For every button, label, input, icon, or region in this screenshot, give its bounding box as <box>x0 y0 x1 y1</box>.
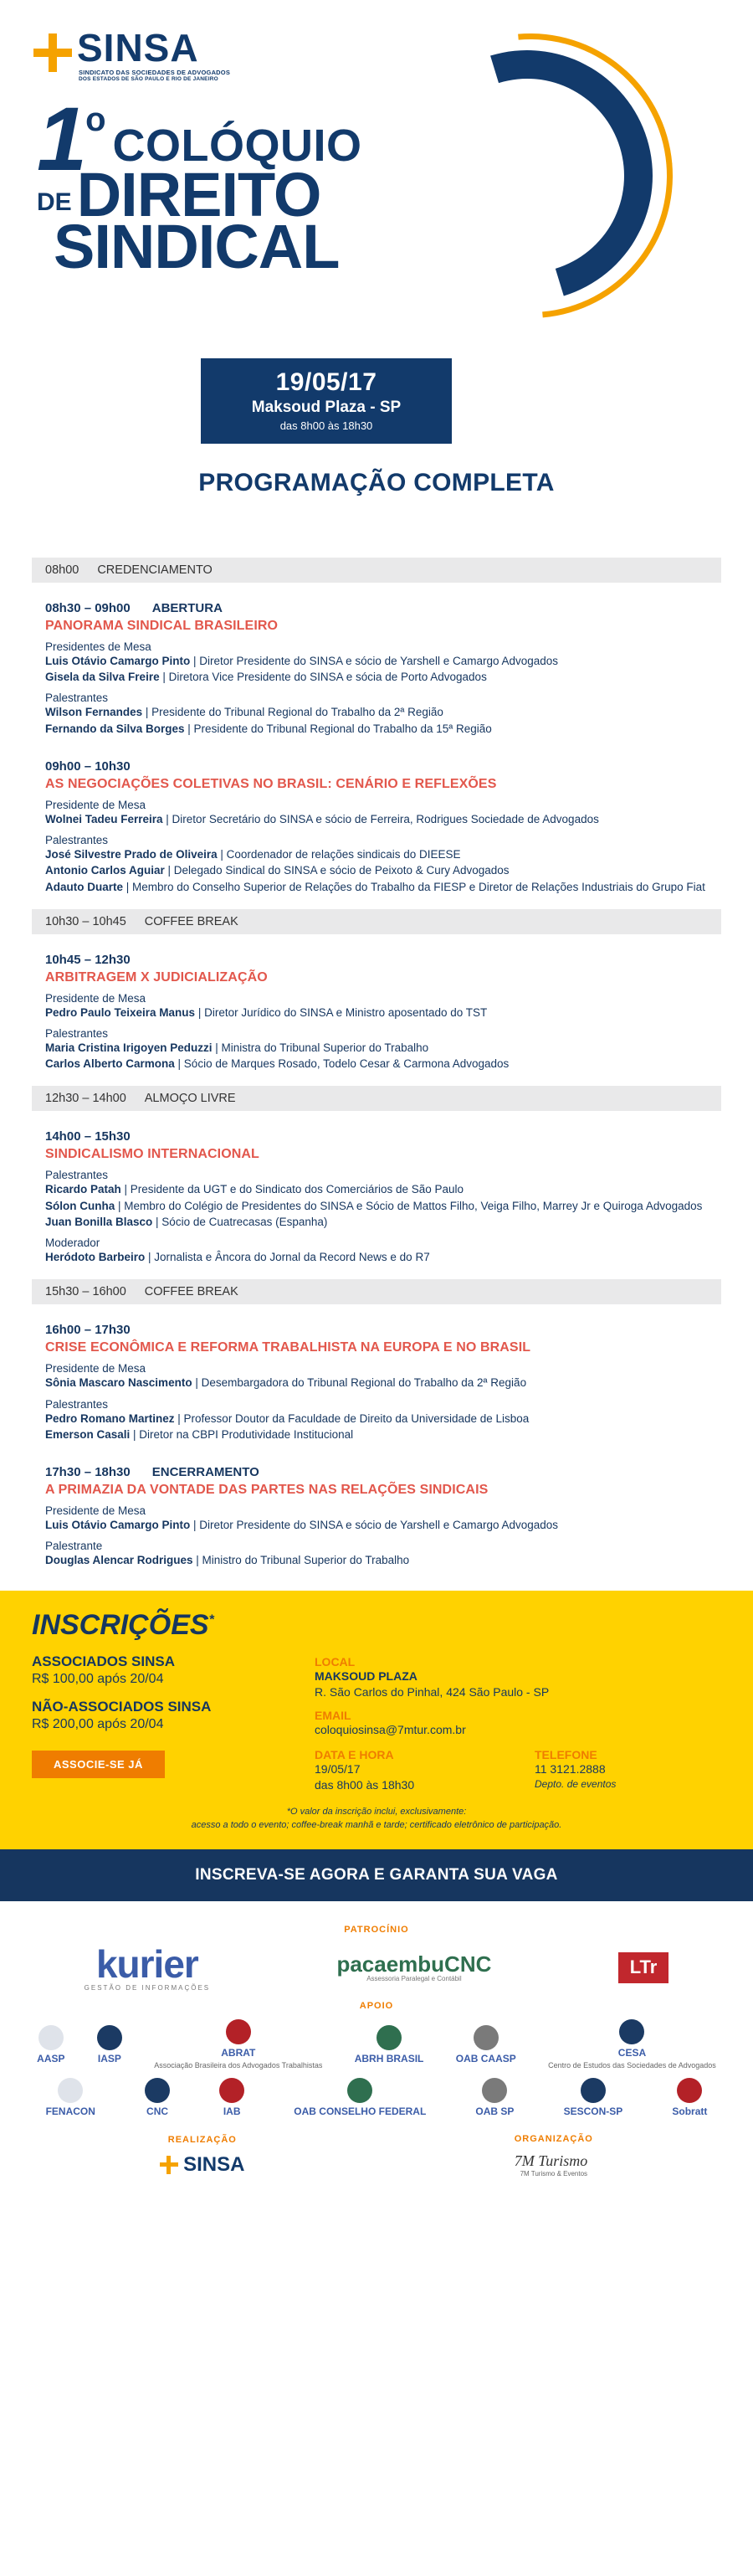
event-title <box>0 88 753 281</box>
block-label: ABERTURA <box>151 601 223 615</box>
sponsor-name: FENACON <box>45 2106 95 2118</box>
speaker-name: Sólon Cunha <box>45 1199 115 1212</box>
organizacao-name: 7M Turismo <box>514 2152 588 2170</box>
realizacao-name: SINSA <box>183 2153 245 2177</box>
schedule-list <box>0 553 753 1577</box>
speaker-entry <box>45 1005 708 1021</box>
speaker-name: Juan Bonilla Blasco <box>45 1215 153 1228</box>
group-role: Palestrantes <box>45 692 109 705</box>
speaker-entry <box>45 1553 708 1568</box>
group-role: Moderador <box>45 1237 100 1250</box>
footnote-line-2: acesso a todo o evento; coffee-break manhã e tarde; certificado eletrônico de participação. <box>191 1820 562 1831</box>
block-time: 09h00 – 10h30 <box>45 758 131 774</box>
sponsor-caption: Centro de Estudos das Sociedades de Advogados <box>548 2061 716 2070</box>
speaker-entry <box>45 1250 708 1265</box>
phone-value: 11 3121.2888 <box>535 1762 606 1776</box>
brand-name: SINSA <box>77 26 199 69</box>
speaker-name: Wolnei Tadeu Ferreira <box>45 812 163 825</box>
sponsor-mark-icon <box>474 2025 499 2050</box>
sponsor-name: CESA <box>617 2047 647 2059</box>
speaker-name: Douglas Alencar Rodrigues <box>45 1554 193 1567</box>
sponsor-logo <box>154 2019 322 2070</box>
local-value <box>315 1668 721 1700</box>
schedule-block <box>32 588 721 746</box>
datetime-value2: das 8h00 às 18h30 <box>315 1777 415 1792</box>
title-direito: DIREITO <box>76 159 321 229</box>
sponsor-ltr-name: LTr <box>618 1952 669 1982</box>
speaker-name: José Silvestre Prado de Oliveira <box>45 848 218 861</box>
brand-subtitle-1: SINDICATO DAS SOCIEDADES DE ADVOGADOS <box>79 69 231 76</box>
sponsor-pacaembu <box>336 1952 491 1983</box>
email-label: EMAIL <box>315 1709 351 1723</box>
tier-title-0: ASSOCIADOS SINSA <box>32 1653 175 1670</box>
sponsor-name: OAB CONSELHO FEDERAL <box>294 2106 427 2118</box>
speaker-name: Antonio Carlos Aguiar <box>45 864 165 877</box>
group-role: Presidente de Mesa <box>45 798 146 811</box>
organizacao-caption: 7M Turismo & Eventos <box>520 2170 588 2178</box>
schedule-band <box>32 1274 721 1309</box>
registration-heading <box>32 1609 721 1642</box>
sponsor-kurier <box>85 1943 210 1992</box>
sponsor-logo <box>475 2078 514 2117</box>
sponsor-logo <box>37 2025 64 2064</box>
band-time: 08h00 <box>45 563 79 577</box>
apoio-row-1 <box>25 2019 728 2070</box>
footnote-line-1: *O valor da inscrição inclui, exclusivamente: <box>286 1806 467 1817</box>
sponsor-name: IASP <box>97 2052 121 2064</box>
speaker-entry <box>45 1215 708 1230</box>
speaker-description: | Diretor Jurídico do SINSA e Ministro aposentado do TST <box>195 1005 488 1019</box>
group-role: Palestrantes <box>45 1397 109 1411</box>
group-role: Presidente de Mesa <box>45 1362 146 1375</box>
sponsor-pacaembu-name: pacaembuCNC <box>336 1951 492 1977</box>
sponsor-mark-icon <box>677 2078 702 2103</box>
speaker-name: Emerson Casali <box>45 1427 131 1441</box>
phone-label: TELEFONE <box>535 1748 597 1762</box>
sponsor-logo <box>145 2078 170 2117</box>
event-number: 1 <box>37 88 85 189</box>
sponsor-name: Sobratt <box>672 2106 708 2118</box>
sponsor-mark-icon <box>97 2025 122 2050</box>
speaker-description: | Sócio de Cuatrecasas (Espanha) <box>152 1215 328 1228</box>
group-role: Presidentes de Mesa <box>45 640 151 653</box>
block-time: 16h00 – 17h30 <box>45 1323 131 1338</box>
speaker-entry <box>45 1518 708 1533</box>
sponsor-name: SESCON-SP <box>563 2106 623 2118</box>
sponsor-name: CNC <box>146 2106 169 2118</box>
block-session-title: ARBITRAGEM X JUDICIALIZAÇÃO <box>45 969 268 985</box>
speaker-name: Pedro Romano Martinez <box>45 1411 175 1425</box>
cross-icon <box>33 33 72 72</box>
datetime-value: 19/05/17 <box>315 1762 361 1776</box>
sponsor-kurier-name: kurier <box>95 1941 198 1986</box>
title-sindical: SINDICAL <box>54 211 340 281</box>
block-session-title: SINDICALISMO INTERNACIONAL <box>45 1147 259 1162</box>
sponsor-logo <box>564 2078 623 2117</box>
speaker-entry <box>45 705 708 720</box>
speaker-description: | Presidente do Tribunal Regional do Trabalho da 2ª Região <box>142 706 443 719</box>
schedule-block <box>32 1452 721 1577</box>
schedule-band <box>32 553 721 588</box>
sponsor-name: IAB <box>223 2106 241 2118</box>
schedule-block <box>32 1309 721 1452</box>
title-coloquio: COLÓQUIO <box>112 120 362 171</box>
band-label: CREDENCIAMENTO <box>97 563 213 577</box>
speaker-name: Gisela da Silva Freire <box>45 671 160 684</box>
speaker-name: Pedro Paulo Teixeira Manus <box>45 1005 196 1019</box>
phone-note: Depto. de eventos <box>535 1777 617 1790</box>
schedule-block <box>32 939 721 1082</box>
sponsor-name: ABRH BRASIL <box>354 2052 424 2064</box>
sponsor-pacaembu-caption: Assessoria Paralegal e Contábil <box>366 1975 462 1983</box>
sponsor-name: OAB CAASP <box>455 2052 516 2064</box>
speaker-description: | Ministra do Tribunal Superior do Trabalho <box>212 1041 429 1054</box>
band-time: 10h30 – 10h45 <box>45 914 126 928</box>
sponsor-name: OAB SP <box>475 2106 515 2118</box>
sponsor-mark-icon <box>145 2078 170 2103</box>
registration-info <box>308 1653 721 1792</box>
band-label: COFFEE BREAK <box>144 1285 238 1299</box>
speaker-entry <box>45 1041 708 1056</box>
group-role: Palestrante <box>45 1540 103 1553</box>
speaker-name: Heródoto Barbeiro <box>45 1251 146 1264</box>
brand-subtitle-2: DOS ESTADOS DE SÃO PAULO E RIO DE JANEIRO <box>79 76 218 82</box>
realizacao-logo <box>160 2153 244 2177</box>
group-role: Palestrantes <box>45 834 109 847</box>
group-role: Presidente de Mesa <box>45 1504 146 1517</box>
speaker-name: Sônia Mascaro Nascimento <box>45 1376 192 1390</box>
sponsor-logo <box>672 2078 707 2117</box>
band-time: 15h30 – 16h00 <box>45 1285 126 1299</box>
registration-footnote <box>32 1805 721 1833</box>
block-time: 10h45 – 12h30 <box>45 952 131 967</box>
speaker-entry <box>45 654 708 669</box>
speaker-entry <box>45 1057 708 1072</box>
sponsor-logo <box>294 2078 426 2117</box>
speaker-description: | Desembargadora do Tribunal Regional do Trabalho da 2ª Região <box>192 1376 527 1390</box>
registration-heading-sup: * <box>208 1613 214 1628</box>
schedule-block <box>32 1116 721 1274</box>
speaker-entry <box>45 812 708 827</box>
tier-price-0: R$ 100,00 após 20/04 <box>32 1672 164 1687</box>
schedule-block <box>32 746 721 904</box>
sponsor-logo <box>46 2078 95 2117</box>
speaker-name: Ricardo Patah <box>45 1183 121 1196</box>
sponsor-mark-icon <box>226 2019 251 2044</box>
sponsor-mark-icon <box>581 2078 606 2103</box>
program-title: PROGRAMAÇÃO COMPLETA <box>198 469 555 496</box>
speaker-entry <box>45 880 708 895</box>
speaker-description: | Diretor Secretário do SINSA e sócio de Ferreira, Rodrigues Sociedade de Advogados <box>162 812 599 825</box>
sponsor-mark-icon <box>619 2019 644 2044</box>
group-role: Palestrantes <box>45 1169 109 1182</box>
event-datebox <box>201 358 452 444</box>
speaker-description: | Professor Doutor da Faculdade de Direito da Universidade de Lisboa <box>174 1411 530 1425</box>
speaker-description: | Coordenador de relações sindicais do DIEESE <box>217 848 461 861</box>
event-date: 19/05/17 <box>275 368 377 396</box>
patrocinio-label: PATROCÍNIO <box>344 1924 409 1935</box>
band-label: COFFEE BREAK <box>144 914 238 928</box>
local-label: LOCAL <box>315 1655 356 1669</box>
registration-section <box>0 1591 753 1848</box>
speaker-name: Luis Otávio Camargo Pinto <box>45 1518 191 1531</box>
local-name: MAKSOUD PLAZA <box>315 1669 417 1684</box>
organizacao-label: ORGANIZAÇÃO <box>514 2134 593 2145</box>
speaker-description: | Jornalista e Âncora do Jornal da Record News e do R7 <box>145 1251 430 1264</box>
speaker-entry <box>45 847 708 862</box>
speaker-description: | Membro do Conselho Superior de Relações do Trabalho da FIESP e Diretor de Relações Industriais do Grupo Fiat <box>123 880 705 893</box>
band-time: 12h30 – 14h00 <box>45 1092 126 1106</box>
speaker-name: Fernando da Silva Borges <box>45 722 185 735</box>
block-session-title: AS NEGOCIAÇÕES COLETIVAS NO BRASIL: CENÁRIO E REFLEXÕES <box>45 776 497 791</box>
schedule-band <box>32 904 721 939</box>
sponsor-logo <box>97 2025 122 2064</box>
speaker-entry <box>45 1375 708 1391</box>
speaker-entry <box>45 1427 708 1442</box>
speaker-description: | Diretor Presidente do SINSA e sócio de Yarshell e Camargo Advogados <box>190 655 559 667</box>
sponsor-ltr <box>618 1952 669 1982</box>
register-now-bar[interactable]: INSCREVA-SE AGORA E GARANTA SUA VAGA <box>0 1849 753 1901</box>
sinsa-logo <box>33 28 276 82</box>
title-de: DE <box>37 188 72 216</box>
speaker-name: Maria Cristina Irigoyen Peduzzi <box>45 1041 213 1054</box>
sponsors-section <box>0 1901 753 2201</box>
event-ordinal: o <box>85 100 106 138</box>
speaker-description: | Sócio de Marques Rosado, Todelo Cesar & Carmona Advogados <box>174 1057 510 1071</box>
sponsor-mark-icon <box>58 2078 83 2103</box>
speaker-name: Wilson Fernandes <box>45 706 143 719</box>
sponsor-mark-icon <box>376 2025 402 2050</box>
speaker-description: | Diretora Vice Presidente do SINSA e sócia de Porto Advogados <box>159 671 487 684</box>
sponsor-logo <box>456 2025 516 2064</box>
group-role: Presidente de Mesa <box>45 991 146 1005</box>
speaker-name: Luis Otávio Camargo Pinto <box>45 655 191 667</box>
event-hours: das 8h00 às 18h30 <box>279 419 373 432</box>
speaker-description: | Ministro do Tribunal Superior do Trabalho <box>192 1554 410 1567</box>
email-value[interactable]: coloquiosinsa@7mtur.com.br <box>315 1723 466 1737</box>
speaker-description: | Presidente do Tribunal Regional do Trabalho da 15ª Região <box>184 722 492 735</box>
sponsor-kurier-caption: GESTÃO DE INFORMAÇÕES <box>84 1984 211 1992</box>
block-label: ENCERRAMENTO <box>151 1464 259 1479</box>
datetime-label: DATA E HORA <box>315 1748 394 1762</box>
apoio-row-2 <box>25 2078 728 2117</box>
local-address: R. São Carlos do Pinhal, 424 São Paulo - SP <box>315 1685 550 1699</box>
block-time: 08h30 – 09h00 ABERTURA <box>45 601 223 615</box>
sponsor-logo <box>355 2025 424 2064</box>
realizacao-label: REALIZAÇÃO <box>167 2135 237 2146</box>
speaker-name: Carlos Alberto Carmona <box>45 1057 175 1071</box>
block-session-title: PANORAMA SINDICAL BRASILEIRO <box>45 619 279 633</box>
speaker-entry <box>45 670 708 685</box>
tier-title-1: NÃO-ASSOCIADOS SINSA <box>32 1699 212 1715</box>
speaker-entry <box>45 1182 708 1197</box>
schedule-band <box>32 1081 721 1116</box>
speaker-description: | Membro do Colégio de Presidentes do SINSA e Sócio de Mattos Filho, Veiga Filho, Marrey Jr e Quiroga Advogados <box>115 1199 703 1212</box>
sponsor-mark-icon <box>219 2078 244 2103</box>
speaker-description: | Delegado Sindical do SINSA e sócio de Peixoto & Cury Advogados <box>164 864 510 877</box>
block-session-title: A PRIMAZIA DA VONTADE DAS PARTES NAS RELAÇÕES SINDICAIS <box>45 1482 489 1497</box>
block-time: 14h00 – 15h30 <box>45 1129 131 1144</box>
speaker-entry <box>45 863 708 878</box>
patrocinio-row <box>25 1943 728 1992</box>
band-label: ALMOÇO LIVRE <box>144 1092 236 1106</box>
sponsor-caption: Associação Brasileira dos Advogados Trabalhistas <box>154 2061 323 2070</box>
sponsor-logo <box>548 2019 716 2070</box>
block-session-title: CRISE ECONÔMICA E REFORMA TRABALHISTA NA EUROPA E NO BRASIL <box>45 1340 531 1355</box>
sponsor-logo <box>219 2078 244 2117</box>
speaker-entry <box>45 1411 708 1427</box>
sponsor-mark-icon <box>482 2078 507 2103</box>
sponsor-mark-icon <box>38 2025 64 2050</box>
speaker-description: | Diretor Presidente do SINSA e sócio de Yarshell e Camargo Advogados <box>190 1518 559 1531</box>
sponsor-mark-icon <box>347 2078 372 2103</box>
event-venue: Maksoud Plaza - SP <box>251 398 402 416</box>
hero-header <box>0 0 753 553</box>
speaker-entry <box>45 722 708 737</box>
speaker-entry <box>45 1199 708 1214</box>
group-role: Palestrantes <box>45 1026 109 1040</box>
sponsor-name: AASP <box>37 2052 65 2064</box>
apoio-label: APOIO <box>359 2001 394 2012</box>
registration-tiers <box>32 1653 308 1792</box>
tier-price-1: R$ 200,00 após 20/04 <box>32 1717 164 1732</box>
sponsor-name: ABRAT <box>221 2047 256 2059</box>
speaker-name: Adauto Duarte <box>45 880 124 893</box>
associate-button[interactable]: ASSOCIE-SE JÁ <box>32 1751 165 1778</box>
speaker-description: | Diretor na CBPI Produtividade Institucional <box>130 1427 354 1441</box>
block-time: 17h30 – 18h30 ENCERRAMENTO <box>45 1464 259 1479</box>
speaker-description: | Presidente da UGT e do Sindicato dos Comerciários de São Paulo <box>120 1183 464 1196</box>
cross-icon-small <box>160 2156 178 2174</box>
registration-heading-text: INSCRIÇÕES <box>32 1609 209 1642</box>
